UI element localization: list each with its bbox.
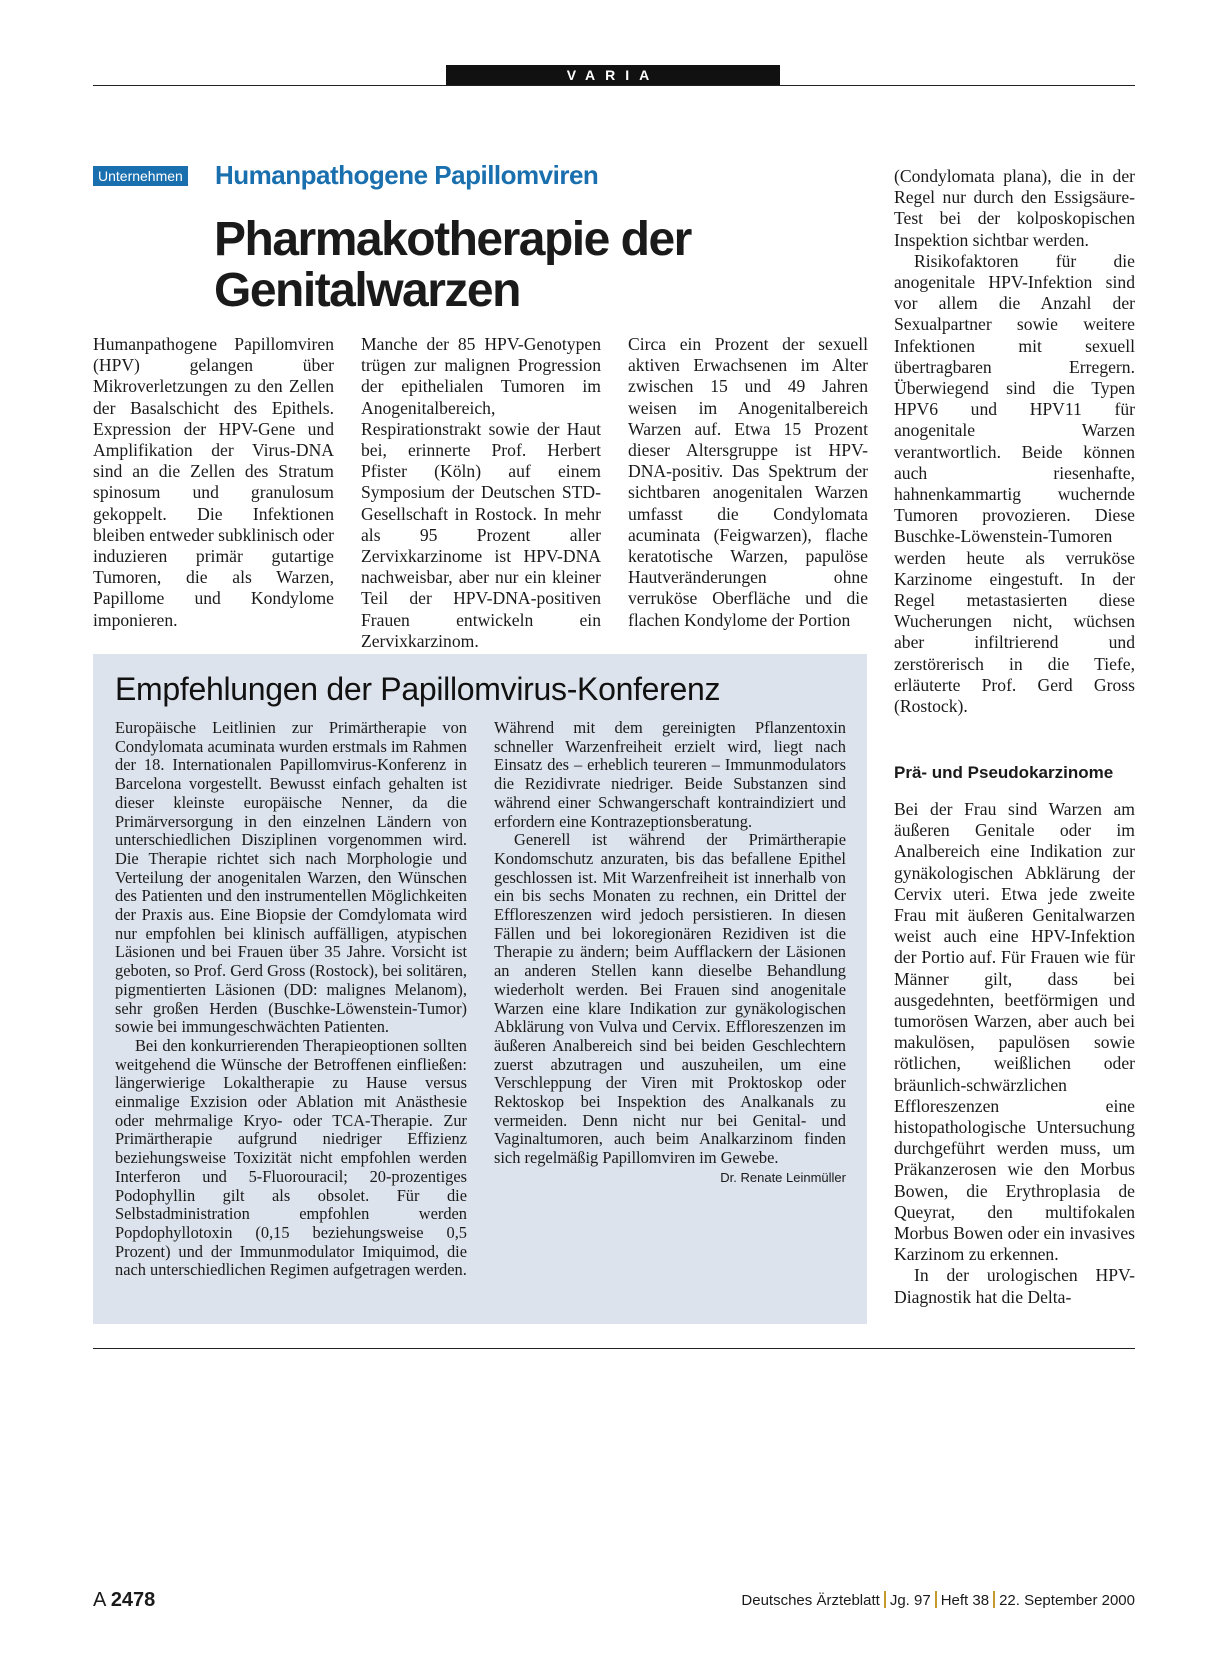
paragraph-text: Generell ist während der Primärtherapie Kondomschutz anzuraten, bis das befallene Epithel geschlossen ist. Mit Warzenfreiheit ist innerhalb von ein bis sechs Monaten zu rechnen, ein Drittel der Effloreszenzen wird jedoch persistieren. In diesen Fällen und bei lokoregionären Rezidiven ist die Therapie zu ändern; beim Aufflackern der Läsionen an anderen Stellen kann dieselbe Behandlung wiederholt werden. Bei Frauen sind anogenitale Warzen eine klare Indikation zur gynäkologischen Abklärung von Vulva und Cervix. Effloreszenzen im äußeren Analbereich sind bei beiden Geschlechtern zuerst abzutragen und auszuheilen, um eine Verschleppung der Viren mit Proktoskop oder Rektoskop bei Inspektion des Analkanals zu vermeiden. Denn nicht nur bei Genital- und Vaginaltumoren, auch beim Analkarzinom finden sich regelmäßig Papillomviren im Gewebe. bbox=[494, 830, 846, 1168]
paragraph: Circa ein Prozent der sexuell aktiven Erwachsenen im Alter zwischen 15 und 49 Jahren weisen im Anogenitalbereich Warzen auf. Etwa 15 Prozent dieser Altersgruppe ist HPV-DNA-positiv. Das Spektrum der sichtbaren anogenitalen Warzen umfasst die Condylomata acuminata (Feigwarzen), flache keratotische Warzen, papulöse Hautveränderungen ohne verruköse Oberfläche und die flachen Kondylome der Portion bbox=[628, 334, 868, 630]
info-box-title: Empfehlungen der Papillomvirus-Konferenz bbox=[115, 671, 721, 707]
journal-volume: Jg. 97 bbox=[889, 1592, 931, 1609]
author-credit: Dr. Renate Leinmüller bbox=[720, 1169, 846, 1185]
info-box-column-1 bbox=[115, 719, 467, 1280]
paragraph: Risikofaktoren für die anogenitale HPV-Infektion sind vor allem die Anzahl der Sexualpartner sowie weitere Infektionen mit sexuell übertragbaren Erregern. Überwiegend sind die Typen HPV6 und HPV11 für anogenitale Warzen verantwortlich. Beide können auch riesenhafte, hahnenkammartig wuchernde Tumoren provozieren. Diese Buschke-Löwenstein-Tumoren werden heute als verruköse Karzinome eingestuft. In der Regel metastasierten diese Wucherungen nicht, wüchsen aber infiltrierend und zerstörerisch in die Tiefe, erläuterte Prof. Gerd Gross (Rostock). bbox=[894, 250, 1135, 717]
separator bbox=[884, 1591, 886, 1608]
article-headline bbox=[214, 214, 794, 316]
journal-info bbox=[741, 1591, 1135, 1609]
paragraph bbox=[494, 830, 846, 1185]
article-subheading: Prä- und Pseudokarzinome bbox=[894, 763, 1114, 782]
paragraph: Manche der 85 HPV-Genotypen trügen zur malignen Progression der epithelialen Tumoren im Anogenitalbereich, Respirationstrakt sowie der Haut bei, erinnerte Prof. Herbert Pfister (Köln) auf einem Symposium der Deutschen STD-Gesellschaft in Rostock. In mehr als 95 Prozent aller Zervixkarzinome ist HPV-DNA nachweisbar, aber nur ein kleiner Teil der HPV-DNA-positiven Frauen entwickeln ein Zervixkarzinom. bbox=[361, 334, 601, 651]
article-column-4 bbox=[894, 166, 1135, 717]
header-rule bbox=[93, 85, 1135, 86]
page-prefix: A bbox=[93, 1589, 106, 1611]
paragraph: Humanpathogene Papillomviren (HPV) gelangen über Mikroverletzungen zu den Zellen der Basalschicht des Epithels. Expression der HPV-Gene und Amplifikation der Virus-DNA sind an die Zellen des Stratum spinosum und granulosum gekoppelt. Die Infektionen bleiben entweder subklinisch oder induzieren primär gutartige Tumoren, die als Warzen, Papillome und Kondylome imponieren. bbox=[93, 334, 334, 630]
article-column-4-continued bbox=[894, 799, 1135, 1308]
paragraph: (Condylomata plana), die in der Regel nur durch den Essigsäure-Test bei der kolposkopischen Inspektion sichtbar werden. bbox=[894, 166, 1135, 250]
paragraph: In der urologischen HPV-Diagnostik hat die Delta- bbox=[894, 1265, 1135, 1307]
paragraph: Bei der Frau sind Warzen am äußeren Genitale oder im Analbereich eine Indikation zur gynäkologischen Abklärung der Cervix uteri. Etwa jede zweite Frau mit äußeren Genitalwarzen weist auch eine HPV-Infektion der Portio auf. Für Frauen wie für Männer gilt, dass bei ausgedehnten, beetförmigen und tumorösen Warzen, aber auch bei makulösen, papulösen sowie rötlichen, weißlichen oder bräunlich-schwärzlichen Effloreszenzen eine histopathologische Untersuchung durchgeführt werden muss, um Präkanzerosen wie den Morbus Bowen, die Erythroplasia de Queyrat, den multifokalen Morbus Bowen oder ein invasives Karzinom zu erkennen. bbox=[894, 799, 1135, 1265]
info-box-column-2 bbox=[494, 719, 846, 1188]
separator bbox=[935, 1591, 937, 1608]
page-number-value: 2478 bbox=[110, 1589, 156, 1611]
separator bbox=[993, 1591, 995, 1608]
page-number bbox=[93, 1589, 155, 1612]
paragraph: Europäische Leitlinien zur Primärtherapie von Condylomata acuminata wurden erstmals im Rahmen der 18. Internationalen Papillomvirus-Konferenz in Barcelona vorgestellt. Bewusst einfach gehalten ist dieser kleinste europäische Nenner, da die Primärversorgung in den einzelnen Ländern von unterschiedlichen Disziplinen vorgenommen wird. Die Therapie richtet sich nach Morphologie und Verteilung der anogenitalen Warzen, den Wünschen des Patienten und den instrumentellen Möglichkeiten der Praxis aus. Eine Biopsie der Comdylomata wird nur empfohlen bei klinisch auffälligen, atypischen Läsionen und bei Frauen über 35 Jahre. Vorsicht ist geboten, so Prof. Gerd Gross (Rostock), bei solitären, pigmentierten Läsionen (DD: malignes Melanom), sehr großen Herden (Buschke-Löwenstein-Tumor) sowie bei immungeschwächten Patienten. bbox=[115, 718, 467, 1037]
journal-name: Deutsches Ärzteblatt bbox=[741, 1592, 880, 1609]
article-column-3 bbox=[628, 334, 868, 631]
article-column-1 bbox=[93, 334, 334, 631]
section-label: VARIA bbox=[446, 65, 780, 85]
article-column-2 bbox=[361, 334, 601, 652]
headline-line-2: Genitalwarzen bbox=[214, 264, 520, 317]
journal-issue: Heft 38 bbox=[940, 1592, 990, 1609]
bottom-rule bbox=[93, 1348, 1135, 1349]
headline-line-1: Pharmakotherapie der bbox=[214, 213, 691, 266]
journal-date: 22. September 2000 bbox=[999, 1592, 1135, 1609]
paragraph: Während mit dem gereinigten Pflanzentoxin schneller Warzenfreiheit erzielt wird, liegt nach Einsatz des – erheblich teureren – Immunmodulators die Rezidivrate niedriger. Beide Substanzen sind während einer Schwangerschaft kontraindiziert und erfordern eine Kontrazeptionsberatung. bbox=[494, 718, 846, 831]
paragraph: Bei den konkurrierenden Therapieoptionen sollten weitgehend die Wünsche der Betroffenen einfließen: längerwierige Lokaltherapie zu Hause versus einmalige Exzision oder Ablation mit Anästhesie oder mehrmalige Kryo- oder TCA-Therapie. Zur Primärtherapie aufgrund niedriger Effizienz beziehungsweise Toxizität nicht empfohlen werden Interferon und 5-Fluorouracil; 20-prozentiges Podophyllin gilt als obsolet. Für die Selbstadministration empfohlen werden Popdophyllotoxin (0,15 beziehungsweise 0,5 Prozent) und der Immunmodulator Imiquimod, die nach unterschiedlichen Regimen aufgetragen werden. bbox=[115, 1035, 467, 1280]
category-tag: Unternehmen bbox=[93, 166, 188, 186]
article-kicker: Humanpathogene Papillomviren bbox=[215, 160, 599, 190]
